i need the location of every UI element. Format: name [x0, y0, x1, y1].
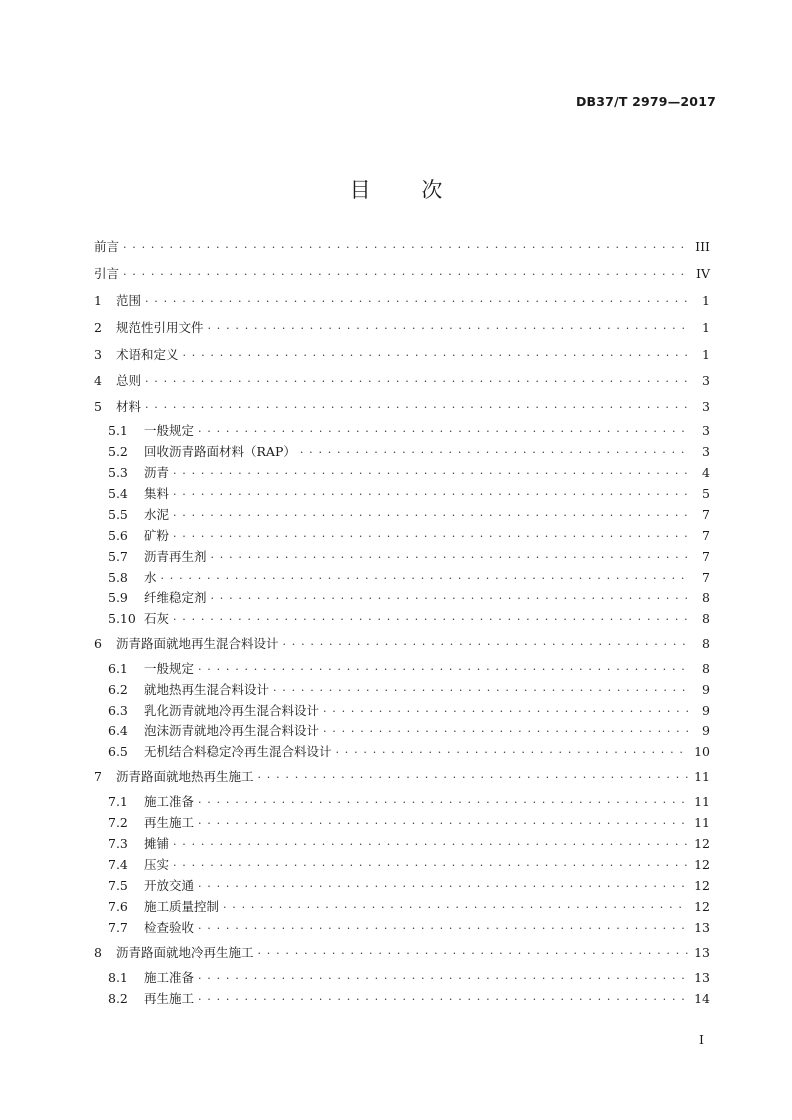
- toc-entry-page: 3: [702, 443, 710, 459]
- toc-entry-number: 5.6: [108, 527, 128, 543]
- toc-entry-label: 矿粉: [144, 528, 170, 543]
- toc-entry-number: 7.3: [108, 835, 128, 851]
- toc-entry[interactable]: [108, 875, 710, 895]
- toc-entry-page: 7: [702, 569, 710, 585]
- toc-entry-number: 8.1: [108, 969, 128, 985]
- toc-entry[interactable]: [108, 567, 710, 587]
- toc-entry-number: 6.2: [108, 681, 128, 697]
- toc-leader-dots: [211, 587, 690, 607]
- toc-entry-label: 前言: [94, 239, 120, 254]
- toc-entry-label: 再生施工: [144, 991, 195, 1006]
- toc-entry-page: 13: [694, 969, 710, 985]
- toc-entry-label: 压实: [144, 857, 170, 872]
- toc-leader-dots: [145, 396, 690, 416]
- toc-entry-number: 5.4: [108, 485, 128, 501]
- toc-entry-number: 5.2: [108, 443, 128, 459]
- toc-entry[interactable]: [108, 833, 710, 853]
- toc-entry-label: 范围: [116, 293, 142, 308]
- toc-entry-label: 水泥: [144, 507, 170, 522]
- toc-entry[interactable]: [94, 236, 710, 256]
- toc-entry-label: 再生施工: [144, 815, 195, 830]
- toc-entry[interactable]: [108, 441, 710, 461]
- toc-entry[interactable]: [108, 608, 710, 628]
- toc-entry-label: 石灰: [144, 611, 170, 626]
- toc-entry-page: 7: [702, 527, 710, 543]
- toc-entry-number: 6.3: [108, 702, 128, 718]
- toc-entry-label: 无机结合料稳定冷再生混合料设计: [144, 744, 332, 759]
- toc-entry-number: 7.7: [108, 919, 128, 935]
- toc-leader-dots: [198, 658, 690, 678]
- toc-leader-dots: [258, 942, 689, 962]
- toc-entry-page: 3: [702, 422, 710, 438]
- toc-entry-page: 3: [702, 398, 710, 414]
- toc-entry-page: III: [695, 238, 710, 254]
- toc-entry-number: 2: [94, 319, 102, 335]
- toc-entry-label: 沥青: [144, 465, 170, 480]
- toc-entry[interactable]: [108, 700, 710, 720]
- toc-entry-label: 术语和定义: [116, 347, 179, 362]
- toc-entry-number: 4: [94, 372, 102, 388]
- toc-entry-number: 5.10: [108, 610, 136, 626]
- toc-entry[interactable]: [108, 896, 710, 916]
- toc-entry[interactable]: [94, 290, 710, 310]
- toc-entry-page: 8: [702, 610, 710, 626]
- toc-entry[interactable]: [108, 720, 710, 740]
- toc-entry-label: 引言: [94, 266, 120, 281]
- toc-entry-number: 1: [94, 292, 102, 308]
- toc-entry[interactable]: [108, 658, 710, 678]
- toc-entry-label: 检查验收: [144, 920, 195, 935]
- toc-entry-number: 6.5: [108, 743, 128, 759]
- toc-entry-number: 8.2: [108, 990, 128, 1006]
- toc-entry-page: 3: [702, 372, 710, 388]
- toc-leader-dots: [198, 791, 688, 811]
- toc-leader-dots: [145, 370, 690, 390]
- toc-entry-page: 8: [702, 589, 710, 605]
- toc-entry-number: 8: [94, 944, 102, 960]
- toc-entry-page: 12: [694, 856, 710, 872]
- toc-entry-page: 10: [694, 743, 710, 759]
- page-title: 目 次: [349, 178, 465, 202]
- toc-entry[interactable]: [108, 854, 710, 874]
- toc-entry-label: 规范性引用文件: [116, 320, 204, 335]
- toc-entry[interactable]: [108, 988, 710, 1008]
- toc-entry-page: 9: [702, 702, 710, 718]
- toc-entry-label: 材料: [116, 399, 142, 414]
- toc-entry-page: 9: [702, 722, 710, 738]
- toc-entry[interactable]: [108, 587, 710, 607]
- toc-leader-dots: [211, 546, 690, 566]
- toc-leader-dots: [198, 420, 690, 440]
- toc-leader-dots: [198, 967, 688, 987]
- toc-entry[interactable]: [94, 317, 710, 337]
- toc-entry-number: 6.4: [108, 722, 128, 738]
- toc-entry[interactable]: [108, 791, 710, 811]
- document-code: DB37/T 2979—2017: [575, 94, 716, 109]
- toc-entry-label: 回收沥青路面材料（RAP）: [144, 444, 296, 459]
- toc-entry-number: 6: [94, 635, 102, 651]
- toc-entry-page: 7: [702, 548, 710, 564]
- toc-entry-page: 9: [702, 681, 710, 697]
- toc-entry-label: 纤维稳定剂: [144, 590, 207, 605]
- toc-entry-page: 12: [694, 835, 710, 851]
- toc-leader-dots: [173, 608, 690, 628]
- toc-leader-dots: [145, 290, 690, 310]
- toc-entry-page: 8: [702, 635, 710, 651]
- toc-entry[interactable]: [108, 462, 710, 482]
- toc-leader-dots: [198, 988, 688, 1008]
- toc-entry[interactable]: [94, 344, 710, 364]
- toc-entry-number: 5.1: [108, 422, 128, 438]
- toc-leader-dots: [336, 741, 689, 761]
- toc-entry-label: 就地热再生混合料设计: [144, 682, 270, 697]
- toc-entry-page: 12: [694, 898, 710, 914]
- toc-entry-number: 5.5: [108, 506, 128, 522]
- toc-leader-dots: [173, 483, 690, 503]
- toc-entry[interactable]: [94, 263, 710, 283]
- toc-entry-number: 5.9: [108, 589, 128, 605]
- toc-leader-dots: [198, 812, 688, 832]
- toc-leader-dots: [173, 462, 690, 482]
- toc-entry-number: 5.3: [108, 464, 128, 480]
- toc-entry[interactable]: [108, 525, 710, 545]
- toc-entry-page: 11: [694, 814, 710, 830]
- toc-entry-number: 7.5: [108, 877, 128, 893]
- toc-entry-number: 5: [94, 398, 102, 414]
- toc-leader-dots: [223, 896, 688, 916]
- toc-leader-dots: [300, 441, 690, 461]
- toc-leader-dots: [123, 236, 689, 256]
- toc-entry-page: 1: [702, 292, 710, 308]
- toc-entry-page: 1: [702, 346, 710, 362]
- toc-entry-number: 7.6: [108, 898, 128, 914]
- toc-entry-label: 沥青路面就地冷再生施工: [116, 945, 254, 960]
- toc-entry-page: 1: [702, 319, 710, 335]
- toc-leader-dots: [173, 525, 690, 545]
- toc-leader-dots: [208, 317, 690, 337]
- page-number: I: [699, 1032, 704, 1047]
- toc-leader-dots: [173, 833, 688, 853]
- toc-entry-page: 5: [702, 485, 710, 501]
- toc-entry-label: 集料: [144, 486, 170, 501]
- toc-entry-label: 一般规定: [144, 423, 195, 438]
- toc-entry-page: 13: [694, 944, 710, 960]
- toc-entry[interactable]: [108, 917, 710, 937]
- toc-leader-dots: [273, 679, 690, 699]
- toc-entry[interactable]: [108, 546, 710, 566]
- toc-entry-label: 开放交通: [144, 878, 195, 893]
- toc-entry-number: 7.1: [108, 793, 128, 809]
- toc-leader-dots: [123, 263, 690, 283]
- toc-entry-page: 11: [694, 768, 710, 784]
- toc-entry[interactable]: [108, 741, 710, 761]
- toc-entry-page: 7: [702, 506, 710, 522]
- toc-entry-page: 14: [694, 990, 710, 1006]
- toc-entry-number: 6.1: [108, 660, 128, 676]
- toc-entry[interactable]: [94, 633, 710, 653]
- toc-entry[interactable]: [94, 396, 710, 416]
- toc-leader-dots: [173, 504, 690, 524]
- toc-entry-label: 摊铺: [144, 836, 170, 851]
- toc-entry-page: 13: [694, 919, 710, 935]
- toc-leader-dots: [173, 854, 688, 874]
- toc-entry-number: 7: [94, 768, 102, 784]
- toc-entry-page: 11: [694, 793, 710, 809]
- toc-entry[interactable]: [108, 967, 710, 987]
- toc-entry[interactable]: [108, 812, 710, 832]
- toc-entry-label: 乳化沥青就地冷再生混合料设计: [144, 703, 320, 718]
- toc-entry-page: 4: [702, 464, 710, 480]
- toc-entry-label: 施工准备: [144, 970, 195, 985]
- toc-entry-label: 总则: [116, 373, 142, 388]
- toc-entry-label: 泡沫沥青就地冷再生混合料设计: [144, 723, 320, 738]
- toc-entry-page: IV: [696, 265, 710, 281]
- toc-leader-dots: [198, 875, 688, 895]
- toc-entry-label: 施工质量控制: [144, 899, 220, 914]
- toc-entry-label: 沥青路面就地热再生施工: [116, 769, 254, 784]
- toc-entry-label: 一般规定: [144, 661, 195, 676]
- toc-entry-label: 沥青再生剂: [144, 549, 207, 564]
- toc-entry-page: 8: [702, 660, 710, 676]
- toc-entry[interactable]: [108, 679, 710, 699]
- toc-leader-dots: [258, 766, 689, 786]
- toc-leader-dots: [198, 917, 688, 937]
- toc-entry[interactable]: [108, 504, 710, 524]
- toc-leader-dots: [283, 633, 690, 653]
- toc-entry[interactable]: [94, 766, 710, 786]
- toc-entry-label: 水: [144, 570, 157, 585]
- toc-entry[interactable]: [108, 483, 710, 503]
- toc-entry-label: 沥青路面就地再生混合料设计: [116, 636, 279, 651]
- toc-entry-number: 7.4: [108, 856, 128, 872]
- toc-entry[interactable]: [94, 942, 710, 962]
- toc-entry-label: 施工准备: [144, 794, 195, 809]
- toc-entry-number: 5.7: [108, 548, 128, 564]
- toc-leader-dots: [161, 567, 690, 587]
- toc-entry-number: 5.8: [108, 569, 128, 585]
- toc-entry[interactable]: [94, 370, 710, 390]
- toc-entry-number: 3: [94, 346, 102, 362]
- toc-leader-dots: [323, 700, 690, 720]
- toc-entry[interactable]: [108, 420, 710, 440]
- toc-entry-page: 12: [694, 877, 710, 893]
- toc-leader-dots: [323, 720, 690, 740]
- toc-entry-number: 7.2: [108, 814, 128, 830]
- toc-leader-dots: [183, 344, 690, 364]
